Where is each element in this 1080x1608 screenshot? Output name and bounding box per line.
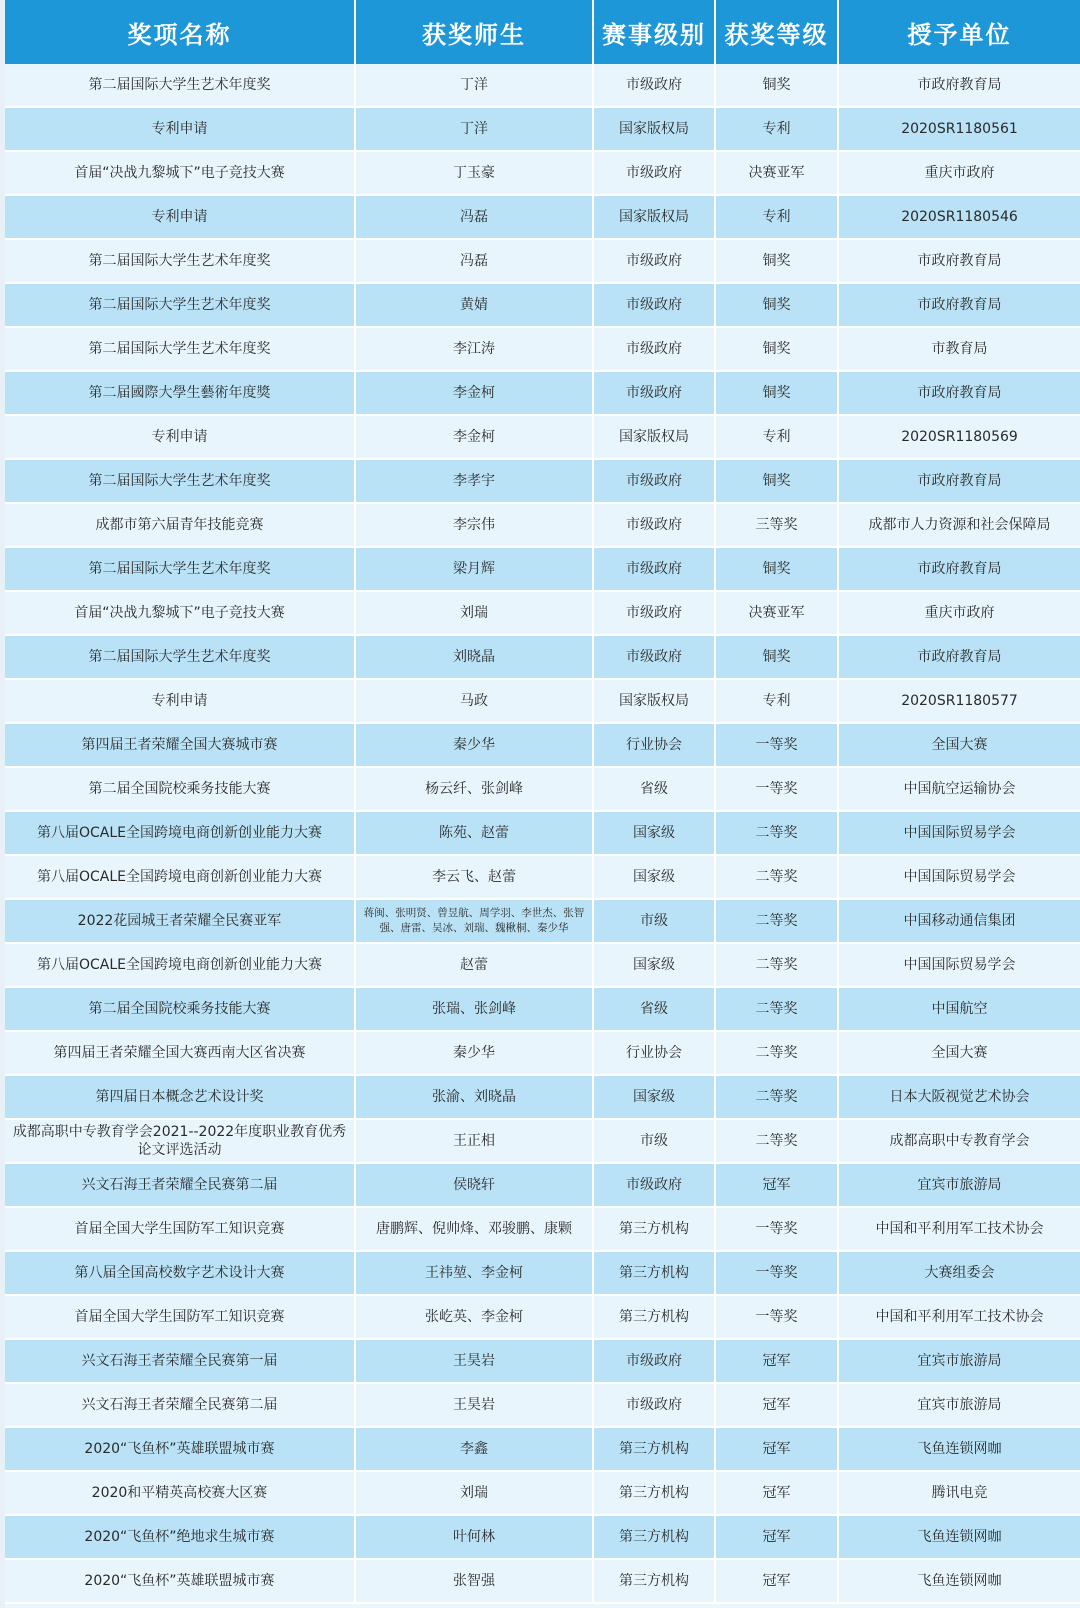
award-grade-cell: 铜奖: [715, 64, 838, 107]
event-level-cell: 市级政府: [593, 327, 715, 371]
event-level-cell: 市级政府: [593, 1383, 715, 1427]
award-grade-cell: 冠军: [715, 1339, 838, 1383]
granting-unit-cell: 宜宾市旅游局: [838, 1163, 1080, 1207]
award-name-cell: 2022花园城王者荣耀全民赛亚军: [5, 899, 355, 943]
award-name-cell: 第八届全国高校数字艺术设计大赛: [5, 1251, 355, 1295]
event-level-cell: 国家版权局: [593, 415, 715, 459]
award-grade-cell: 专利: [715, 107, 838, 151]
granting-unit-cell: 日本大阪视觉艺术协会: [838, 1075, 1080, 1119]
winners-cell: 黄婧: [355, 283, 593, 327]
award-name-cell: 第四届王者荣耀全国大赛西南大区省决赛: [5, 1031, 355, 1075]
event-level-cell: 国家版权局: [593, 195, 715, 239]
event-level-cell: 市级政府: [593, 459, 715, 503]
event-level-cell: 市级: [593, 1119, 715, 1163]
granting-unit-cell: 市政府教育局: [838, 64, 1080, 107]
table-row: [5, 855, 1080, 899]
award-name-cell: 第二届国际大学生艺术年度奖: [5, 459, 355, 503]
granting-unit-cell: 飞鱼连锁网咖: [838, 1427, 1080, 1471]
granting-unit-cell: 飞鱼连锁网咖: [838, 1515, 1080, 1559]
table-row: [5, 459, 1080, 503]
award-grade-cell: 铜奖: [715, 283, 838, 327]
award-grade-cell: 二等奖: [715, 899, 838, 943]
award-name-cell: 2020“飞鱼杯”英雄联盟城市赛: [5, 1559, 355, 1603]
table-row: [5, 107, 1080, 151]
award-grade-cell: 二等奖: [715, 1119, 838, 1163]
winners-cell: 王昊岩: [355, 1339, 593, 1383]
granting-unit-cell: 市教育局: [838, 327, 1080, 371]
award-name-cell: 成都市第六届青年技能竞赛: [5, 503, 355, 547]
winners-cell: 刘瑞: [355, 591, 593, 635]
award-grade-cell: 冠军: [715, 1471, 838, 1515]
table-row: [5, 1075, 1080, 1119]
granting-unit-cell: 市政府教育局: [838, 547, 1080, 591]
award-grade-cell: 铜奖: [715, 371, 838, 415]
awards-table: [5, 0, 1080, 1604]
winners-cell: 唐鹏辉、倪帅烽、邓骏鹏、康颗: [355, 1207, 593, 1251]
event-level-cell: 市级政府: [593, 283, 715, 327]
award-grade-cell: 决赛亚军: [715, 591, 838, 635]
table-row: [5, 371, 1080, 415]
winners-cell: 丁洋: [355, 107, 593, 151]
award-grade-cell: 铜奖: [715, 635, 838, 679]
table-row: [5, 1207, 1080, 1251]
award-name-cell: 第二届国际大学生艺术年度奖: [5, 239, 355, 283]
granting-unit-cell: 中国国际贸易学会: [838, 943, 1080, 987]
event-level-cell: 市级政府: [593, 547, 715, 591]
award-name-cell: 第二届国际大学生艺术年度奖: [5, 547, 355, 591]
event-level-cell: 市级政府: [593, 371, 715, 415]
award-name-cell: 2020“飞鱼杯”绝地求生城市赛: [5, 1515, 355, 1559]
event-level-cell: 第三方机构: [593, 1295, 715, 1339]
granting-unit-cell: 中国国际贸易学会: [838, 855, 1080, 899]
award-grade-cell: 一等奖: [715, 1207, 838, 1251]
table-row: [5, 547, 1080, 591]
granting-unit-cell: 中国航空: [838, 987, 1080, 1031]
winners-cell: 丁洋: [355, 64, 593, 107]
granting-unit-cell: 大赛组委会: [838, 1251, 1080, 1295]
winners-cell: 李金柯: [355, 415, 593, 459]
award-grade-cell: 二等奖: [715, 811, 838, 855]
table-row: [5, 767, 1080, 811]
award-grade-cell: 专利: [715, 415, 838, 459]
award-name-cell: 第二届国际大学生艺术年度奖: [5, 64, 355, 107]
table-row: [5, 327, 1080, 371]
award-name-cell: 第二届国际大学生艺术年度奖: [5, 327, 355, 371]
table-row: [5, 1515, 1080, 1559]
winners-cell: 赵蕾: [355, 943, 593, 987]
event-level-cell: 国家级: [593, 943, 715, 987]
granting-unit-cell: 市政府教育局: [838, 239, 1080, 283]
award-name-cell: 首届全国大学生国防军工知识竞赛: [5, 1207, 355, 1251]
winners-cell: 王正相: [355, 1119, 593, 1163]
winners-cell: 马政: [355, 679, 593, 723]
winners-cell: 李云飞、赵蕾: [355, 855, 593, 899]
award-grade-cell: 冠军: [715, 1515, 838, 1559]
granting-unit-cell: 市政府教育局: [838, 283, 1080, 327]
award-grade-cell: 冠军: [715, 1163, 838, 1207]
award-name-cell: 成都高职中专教育学会2021--2022年度职业教育优秀论文评选活动: [5, 1119, 355, 1163]
granting-unit-cell: 重庆市政府: [838, 151, 1080, 195]
event-level-cell: 国家版权局: [593, 107, 715, 151]
event-level-cell: 省级: [593, 767, 715, 811]
award-name-cell: 2020“飞鱼杯”英雄联盟城市赛: [5, 1427, 355, 1471]
winners-cell: 李金柯: [355, 371, 593, 415]
table-row: [5, 1559, 1080, 1603]
event-level-cell: 市级政府: [593, 635, 715, 679]
award-grade-cell: 铜奖: [715, 459, 838, 503]
award-grade-cell: 二等奖: [715, 1075, 838, 1119]
winners-cell: 张智强: [355, 1559, 593, 1603]
award-name-cell: 专利申请: [5, 415, 355, 459]
table-row: [5, 987, 1080, 1031]
award-name-cell: 第四届日本概念艺术设计奖: [5, 1075, 355, 1119]
granting-unit-cell: 市政府教育局: [838, 371, 1080, 415]
table-row: [5, 195, 1080, 239]
award-grade-cell: 专利: [715, 195, 838, 239]
award-name-cell: 首届“决战九黎城下”电子竞技大赛: [5, 591, 355, 635]
winners-cell: 秦少华: [355, 1031, 593, 1075]
header-winners: 获奖师生: [355, 0, 593, 64]
event-level-cell: 第三方机构: [593, 1207, 715, 1251]
event-level-cell: 市级政府: [593, 591, 715, 635]
table-header-row: [5, 0, 1080, 64]
award-grade-cell: 一等奖: [715, 767, 838, 811]
award-grade-cell: 冠军: [715, 1559, 838, 1603]
winners-cell: 王昊岩: [355, 1383, 593, 1427]
table-row: [5, 591, 1080, 635]
winners-cell: 王祎堃、李金柯: [355, 1251, 593, 1295]
event-level-cell: 市级政府: [593, 64, 715, 107]
award-grade-cell: 二等奖: [715, 987, 838, 1031]
table-row: [5, 1383, 1080, 1427]
table-row: [5, 1427, 1080, 1471]
winners-cell: 陈苑、赵蕾: [355, 811, 593, 855]
granting-unit-cell: 2020SR1180546: [838, 195, 1080, 239]
award-grade-cell: 铜奖: [715, 239, 838, 283]
event-level-cell: 第三方机构: [593, 1559, 715, 1603]
granting-unit-cell: 2020SR1180561: [838, 107, 1080, 151]
table-row: [5, 239, 1080, 283]
winners-cell: 冯磊: [355, 239, 593, 283]
table-row: [5, 283, 1080, 327]
event-level-cell: 国家级: [593, 855, 715, 899]
header-event-level: 赛事级别: [593, 0, 715, 64]
event-level-cell: 市级政府: [593, 239, 715, 283]
award-grade-cell: 二等奖: [715, 1031, 838, 1075]
winners-cell: 张瑞、张剑峰: [355, 987, 593, 1031]
award-name-cell: 兴文石海王者荣耀全民赛第二届: [5, 1383, 355, 1427]
header-award-name: 奖项名称: [5, 0, 355, 64]
granting-unit-cell: 中国移动通信集团: [838, 899, 1080, 943]
table-row: [5, 1339, 1080, 1383]
award-name-cell: 第四届王者荣耀全国大赛城市赛: [5, 723, 355, 767]
winners-cell: 蒋闽、张明贤、曾昱航、周学羽、李世杰、张智强、唐雷、吴冰、刘瑞、魏楸桐、秦少华: [355, 899, 593, 943]
table-row: [5, 503, 1080, 547]
granting-unit-cell: 中国国际贸易学会: [838, 811, 1080, 855]
winners-cell: 李孝宇: [355, 459, 593, 503]
granting-unit-cell: 中国航空运输协会: [838, 767, 1080, 811]
table-row: [5, 811, 1080, 855]
granting-unit-cell: 成都市人力资源和社会保障局: [838, 503, 1080, 547]
granting-unit-cell: 全国大赛: [838, 723, 1080, 767]
award-name-cell: 专利申请: [5, 107, 355, 151]
granting-unit-cell: 腾讯电竞: [838, 1471, 1080, 1515]
table-row: [5, 635, 1080, 679]
award-grade-cell: 冠军: [715, 1427, 838, 1471]
award-name-cell: 兴文石海王者荣耀全民赛第一届: [5, 1339, 355, 1383]
winners-cell: 冯磊: [355, 195, 593, 239]
event-level-cell: 国家级: [593, 1075, 715, 1119]
granting-unit-cell: 飞鱼连锁网咖: [838, 1559, 1080, 1603]
event-level-cell: 市级政府: [593, 1339, 715, 1383]
granting-unit-cell: 全国大赛: [838, 1031, 1080, 1075]
award-grade-cell: 三等奖: [715, 503, 838, 547]
winners-cell: 张渝、刘晓晶: [355, 1075, 593, 1119]
winners-cell: 李宗伟: [355, 503, 593, 547]
winners-cell: 侯晓轩: [355, 1163, 593, 1207]
table-row: [5, 1119, 1080, 1163]
event-level-cell: 第三方机构: [593, 1515, 715, 1559]
header-award-grade: 获奖等级: [715, 0, 838, 64]
table-row: [5, 1163, 1080, 1207]
winners-cell: 秦少华: [355, 723, 593, 767]
award-name-cell: 2020和平精英高校赛大区赛: [5, 1471, 355, 1515]
award-grade-cell: 二等奖: [715, 855, 838, 899]
granting-unit-cell: 市政府教育局: [838, 635, 1080, 679]
award-grade-cell: 一等奖: [715, 723, 838, 767]
table-row: [5, 723, 1080, 767]
granting-unit-cell: 宜宾市旅游局: [838, 1339, 1080, 1383]
award-name-cell: 第八届OCALE全国跨境电商创新创业能力大赛: [5, 943, 355, 987]
award-name-cell: 第二届國際大學生藝術年度獎: [5, 371, 355, 415]
event-level-cell: 国家版权局: [593, 679, 715, 723]
granting-unit-cell: 重庆市政府: [838, 591, 1080, 635]
granting-unit-cell: 市政府教育局: [838, 459, 1080, 503]
award-grade-cell: 一等奖: [715, 1251, 838, 1295]
award-grade-cell: 决赛亚军: [715, 151, 838, 195]
winners-cell: 丁玉豪: [355, 151, 593, 195]
granting-unit-cell: 2020SR1180569: [838, 415, 1080, 459]
table-row: [5, 64, 1080, 107]
granting-unit-cell: 宜宾市旅游局: [838, 1383, 1080, 1427]
header-granting-unit: 授予单位: [838, 0, 1080, 64]
award-grade-cell: 专利: [715, 679, 838, 723]
table-row: [5, 679, 1080, 723]
event-level-cell: 第三方机构: [593, 1251, 715, 1295]
table-row: [5, 1295, 1080, 1339]
event-level-cell: 行业协会: [593, 1031, 715, 1075]
award-name-cell: 第二届全国院校乘务技能大赛: [5, 767, 355, 811]
event-level-cell: 国家级: [593, 811, 715, 855]
winners-cell: 杨云纤、张剑峰: [355, 767, 593, 811]
event-level-cell: 市级政府: [593, 151, 715, 195]
award-grade-cell: 冠军: [715, 1383, 838, 1427]
award-name-cell: 专利申请: [5, 195, 355, 239]
winners-cell: 叶何林: [355, 1515, 593, 1559]
awards-table-container: [5, 0, 1080, 1608]
winners-cell: 刘晓晶: [355, 635, 593, 679]
granting-unit-cell: 中国和平利用军工技术协会: [838, 1207, 1080, 1251]
winners-cell: 李江涛: [355, 327, 593, 371]
table-row: [5, 151, 1080, 195]
award-name-cell: 第二届全国院校乘务技能大赛: [5, 987, 355, 1031]
award-name-cell: 兴文石海王者荣耀全民赛第二届: [5, 1163, 355, 1207]
table-row: [5, 415, 1080, 459]
granting-unit-cell: 2020SR1180577: [838, 679, 1080, 723]
table-body: [5, 64, 1080, 1603]
winners-cell: 梁月辉: [355, 547, 593, 591]
award-name-cell: 首届“决战九黎城下”电子竞技大赛: [5, 151, 355, 195]
award-name-cell: 首届全国大学生国防军工知识竞赛: [5, 1295, 355, 1339]
award-name-cell: 第八届OCALE全国跨境电商创新创业能力大赛: [5, 855, 355, 899]
award-grade-cell: 二等奖: [715, 943, 838, 987]
award-name-cell: 第二届国际大学生艺术年度奖: [5, 635, 355, 679]
table-row: [5, 1031, 1080, 1075]
event-level-cell: 第三方机构: [593, 1427, 715, 1471]
award-grade-cell: 铜奖: [715, 327, 838, 371]
award-name-cell: 第二届国际大学生艺术年度奖: [5, 283, 355, 327]
award-name-cell: 专利申请: [5, 679, 355, 723]
event-level-cell: 市级: [593, 899, 715, 943]
event-level-cell: 省级: [593, 987, 715, 1031]
granting-unit-cell: 成都高职中专教育学会: [838, 1119, 1080, 1163]
event-level-cell: 市级政府: [593, 1163, 715, 1207]
winners-cell: 李鑫: [355, 1427, 593, 1471]
event-level-cell: 行业协会: [593, 723, 715, 767]
award-name-cell: 第八届OCALE全国跨境电商创新创业能力大赛: [5, 811, 355, 855]
winners-cell: 张屹英、李金柯: [355, 1295, 593, 1339]
award-grade-cell: 铜奖: [715, 547, 838, 591]
table-row: [5, 1251, 1080, 1295]
award-grade-cell: 一等奖: [715, 1295, 838, 1339]
granting-unit-cell: 中国和平利用军工技术协会: [838, 1295, 1080, 1339]
table-row: [5, 1471, 1080, 1515]
table-row: [5, 943, 1080, 987]
table-row: [5, 899, 1080, 943]
event-level-cell: 市级政府: [593, 503, 715, 547]
winners-cell: 刘瑞: [355, 1471, 593, 1515]
event-level-cell: 第三方机构: [593, 1471, 715, 1515]
